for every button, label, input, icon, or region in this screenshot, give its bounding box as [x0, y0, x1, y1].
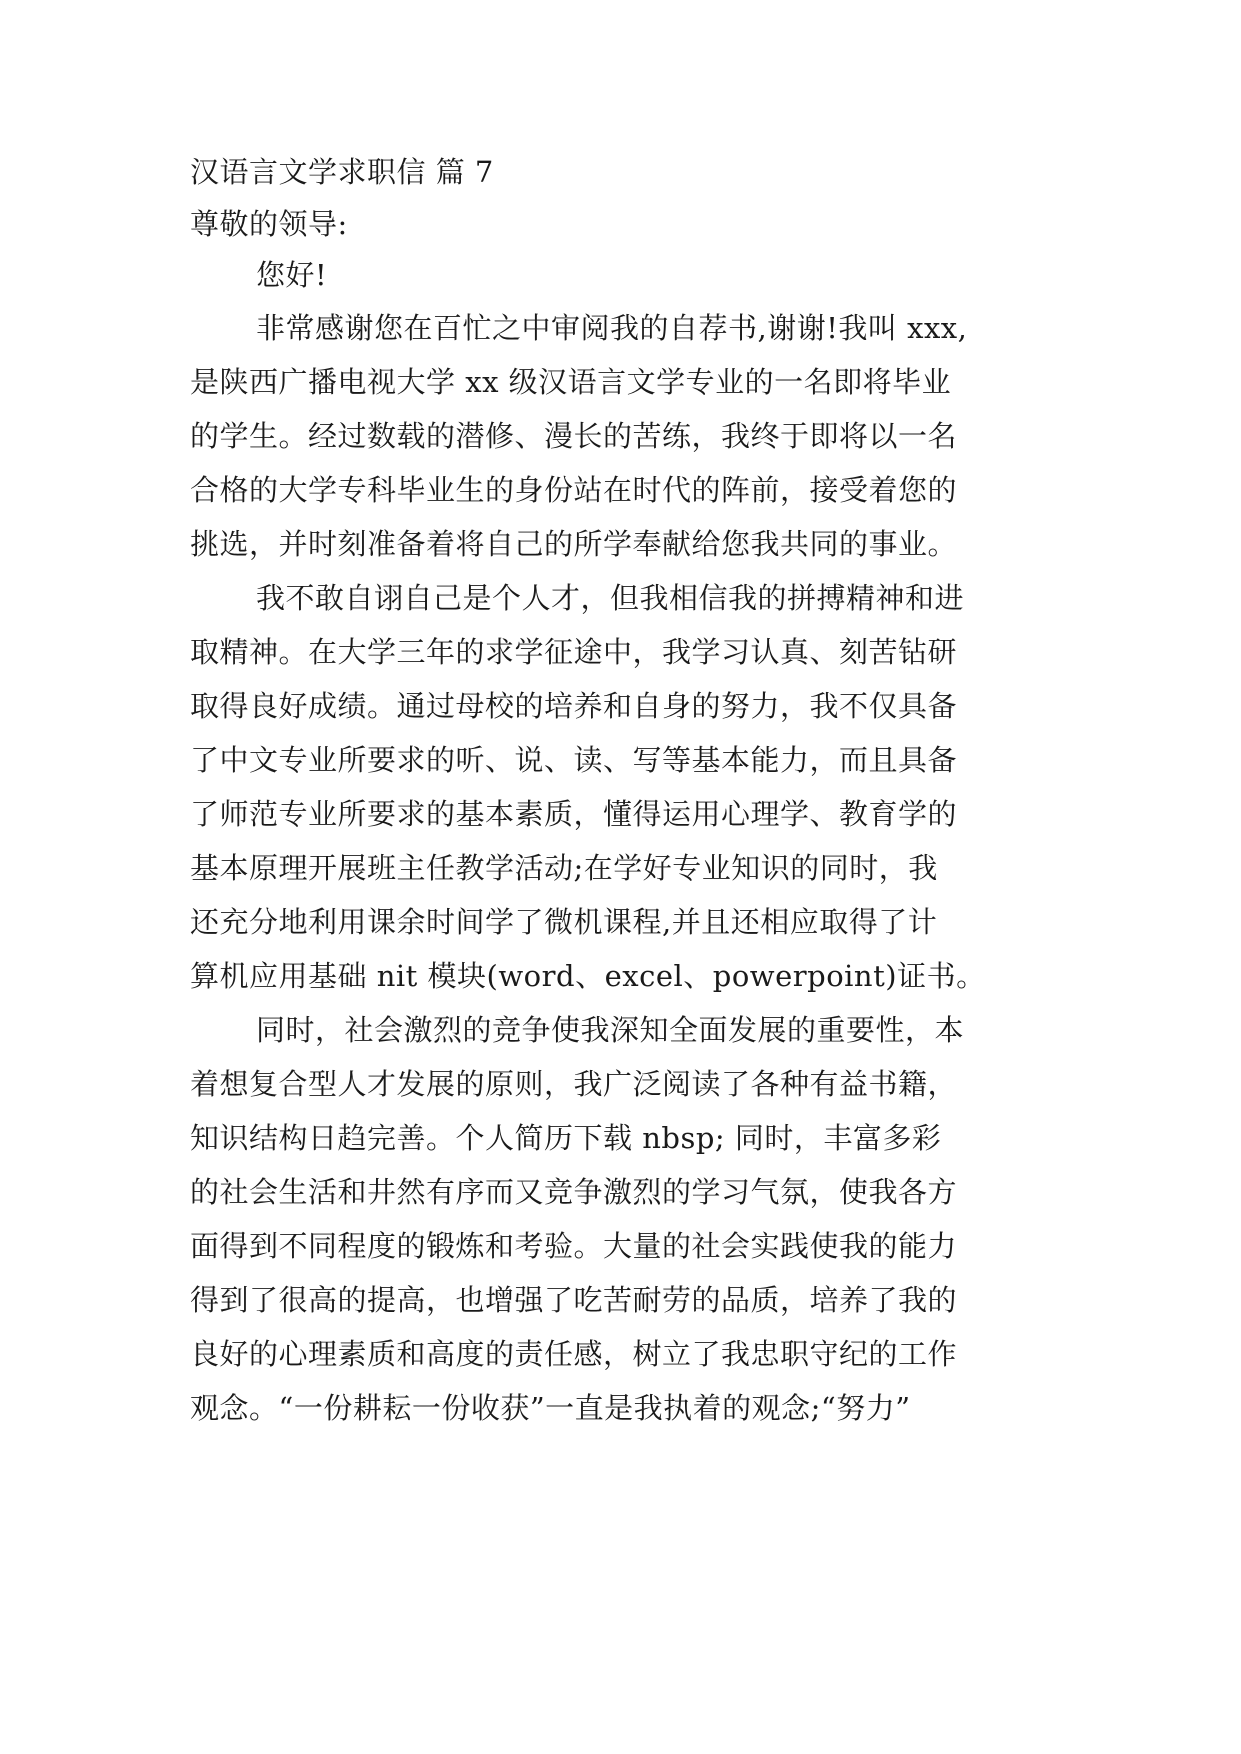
greeting: 您好! — [256, 258, 328, 292]
paragraph-line: 合格的大学专科毕业生的身份站在时代的阵前，接受着您的 — [190, 473, 958, 507]
paragraph-line: 基本原理开展班主任教学活动;在学好专业知识的同时，我 — [190, 851, 938, 885]
paragraph-line: 的学生。经过数载的潜修、漫长的苦练，我终于即将以一名 — [190, 419, 958, 453]
paragraph-line: 观念。“一份耕耘一份收获”一直是我执着的观念;“努力” — [190, 1391, 911, 1425]
paragraph-line: 还充分地利用课余时间学了微机课程,并且还相应取得了计 — [190, 905, 938, 939]
paragraph-line: 算机应用基础 nit 模块(word、excel、powerpoint)证书。 — [190, 959, 986, 993]
paragraph-line: 了中文专业所要求的听、说、读、写等基本能力，而且具备 — [190, 743, 958, 777]
paragraph-line: 取得良好成绩。通过母校的培养和自身的努力，我不仅具备 — [190, 689, 958, 723]
paragraph-line: 面得到不同程度的锻炼和考验。大量的社会实践使我的能力 — [190, 1229, 958, 1263]
paragraph-line: 着想复合型人才发展的原则，我广泛阅读了各种有益书籍， — [190, 1067, 958, 1101]
paragraph-line: 同时，社会激烈的竞争使我深知全面发展的重要性，本 — [256, 1013, 965, 1047]
paragraph-line: 我不敢自诩自己是个人才，但我相信我的拼搏精神和进 — [256, 581, 965, 615]
paragraph-line: 是陕西广播电视大学 xx 级汉语言文学专业的一名即将毕业 — [190, 365, 952, 399]
salutation: 尊敬的领导: — [190, 207, 348, 241]
document-title: 汉语言文学求职信 篇 7 — [190, 155, 494, 189]
paragraph-line: 得到了很高的提高，也增强了吃苦耐劳的品质，培养了我的 — [190, 1283, 958, 1317]
paragraph-line: 挑选，并时刻准备着将自己的所学奉献给您我共同的事业。 — [190, 527, 958, 561]
paragraph-line: 取精神。在大学三年的求学征途中，我学习认真、刻苦钻研 — [190, 635, 958, 669]
paragraph-line: 良好的心理素质和高度的责任感，树立了我忠职守纪的工作 — [190, 1337, 958, 1371]
paragraph-line: 知识结构日趋完善。个人简历下载 nbsp; 同时，丰富多彩 — [190, 1121, 942, 1155]
paragraph-line: 的社会生活和井然有序而又竞争激烈的学习气氛，使我各方 — [190, 1175, 958, 1209]
paragraph-line: 了师范专业所要求的基本素质，懂得运用心理学、教育学的 — [190, 797, 958, 831]
paragraph-line: 非常感谢您在百忙之中审阅我的自荐书,谢谢!我叫 xxx, — [256, 311, 968, 345]
